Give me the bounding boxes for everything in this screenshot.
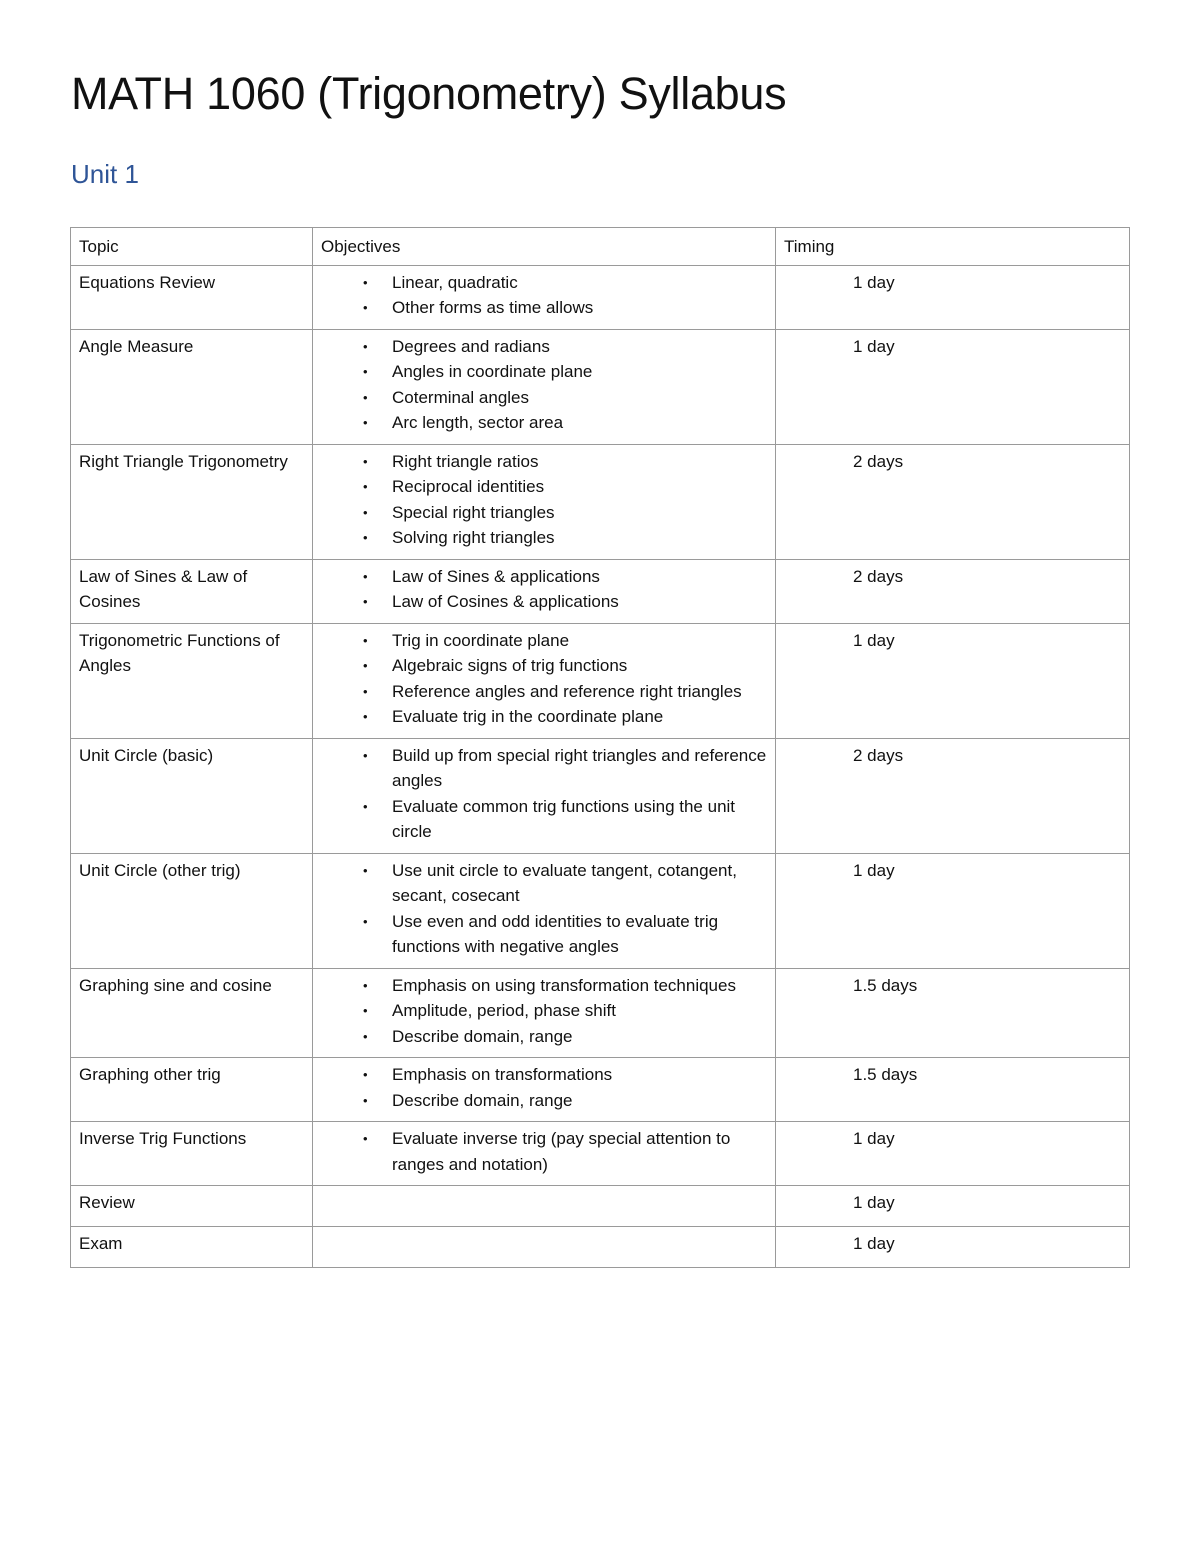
bullet-icon: • xyxy=(363,683,368,699)
bullet-icon: • xyxy=(363,1003,368,1018)
bullet-icon: • xyxy=(363,530,368,545)
objective-text: Evaluate common trig functions using the unit circle xyxy=(392,796,736,841)
objective-item xyxy=(321,743,767,794)
objective-text: Evaluate trig in the coordinate plane xyxy=(392,707,664,726)
objective-text: Angles in coordinate plane xyxy=(392,362,593,381)
objective-text: Evaluate inverse trig (pay special attention to ranges and notation) xyxy=(392,1129,731,1174)
objective-text: Emphasis on using transformation techniques xyxy=(392,975,736,995)
objective-item xyxy=(321,385,767,411)
table-row xyxy=(71,623,1130,738)
objective-text: Amplitude, period, phase shift xyxy=(392,1001,616,1020)
bullet-icon: • xyxy=(363,632,368,648)
objective-text: Solving right triangles xyxy=(392,528,555,547)
objective-item xyxy=(321,449,767,475)
table-row xyxy=(71,853,1130,968)
bullet-icon: • xyxy=(363,364,368,379)
objective-text: Emphasis on transformations xyxy=(392,1065,613,1084)
objectives-list xyxy=(321,1126,767,1177)
objectives-list xyxy=(321,564,767,615)
timing-cell: 1 day xyxy=(776,265,1130,329)
objectives-list xyxy=(321,1062,767,1113)
topic-cell: Right Triangle Trigonometry xyxy=(71,444,313,559)
table-row xyxy=(71,559,1130,623)
objective-item xyxy=(321,1126,767,1177)
bullet-icon: • xyxy=(363,453,368,469)
table-row xyxy=(71,1186,1130,1227)
objective-item xyxy=(321,270,767,296)
objective-item xyxy=(321,794,767,845)
objectives-cell xyxy=(313,968,776,1058)
objectives-cell xyxy=(313,853,776,968)
bullet-icon: • xyxy=(363,415,368,430)
timing-cell: 1 day xyxy=(776,1186,1130,1227)
objective-text: Coterminal angles xyxy=(392,387,530,407)
objectives-list xyxy=(321,628,767,730)
objectives-cell xyxy=(313,623,776,738)
timing-cell: 1 day xyxy=(776,1122,1130,1186)
objectives-list xyxy=(321,449,767,551)
objective-item xyxy=(321,564,767,590)
objective-item xyxy=(321,359,767,385)
objectives-cell xyxy=(313,1058,776,1122)
objectives-list xyxy=(321,270,767,321)
objectives-list xyxy=(321,858,767,960)
timing-cell: 1.5 days xyxy=(776,1058,1130,1122)
bullet-icon: • xyxy=(363,1028,368,1044)
unit-heading: Unit 1 xyxy=(71,159,139,189)
topic-cell: Exam xyxy=(71,1227,313,1268)
table-header-row xyxy=(71,228,1130,266)
timing-cell: 2 days xyxy=(776,444,1130,559)
objective-item xyxy=(321,909,767,960)
table-row xyxy=(71,738,1130,853)
bullet-icon: • xyxy=(363,1092,368,1108)
objective-text: Use even and odd identities to evaluate trig functions with negative angles xyxy=(392,911,719,956)
objectives-cell xyxy=(313,329,776,444)
bullet-icon: • xyxy=(363,338,368,354)
page-title: MATH 1060 (Trigonometry) Syllabus xyxy=(71,68,787,119)
objective-text: Special right triangles xyxy=(392,502,555,522)
table-row xyxy=(71,968,1130,1058)
objective-item xyxy=(321,628,767,654)
bullet-icon: • xyxy=(363,389,368,405)
timing-cell: 1.5 days xyxy=(776,968,1130,1058)
objective-item xyxy=(321,334,767,360)
table-row xyxy=(71,329,1130,444)
objective-item xyxy=(321,704,767,730)
topic-cell: Review xyxy=(71,1186,313,1227)
table-row xyxy=(71,265,1130,329)
topic-cell: Unit Circle (other trig) xyxy=(71,853,313,968)
objective-item xyxy=(321,1024,767,1050)
objectives-cell xyxy=(313,559,776,623)
objective-text: Other forms as time allows xyxy=(392,298,594,317)
bullet-icon: • xyxy=(363,479,368,494)
table-body xyxy=(71,265,1130,1268)
objective-text: Reference angles and reference right triangles xyxy=(392,681,742,701)
objectives-cell xyxy=(313,444,776,559)
objective-item xyxy=(321,410,767,436)
objective-item xyxy=(321,998,767,1024)
bullet-icon: • xyxy=(363,862,368,878)
objectives-list xyxy=(321,334,767,436)
objective-item xyxy=(321,1088,767,1114)
objective-text: Law of Sines & applications xyxy=(392,566,600,586)
bullet-icon: • xyxy=(363,568,368,584)
objective-text: Arc length, sector area xyxy=(392,413,564,432)
objective-text: Describe domain, range xyxy=(392,1090,573,1110)
objective-text: Linear, quadratic xyxy=(392,272,518,292)
topic-cell: Graphing sine and cosine xyxy=(71,968,313,1058)
objectives-cell xyxy=(313,265,776,329)
objective-item xyxy=(321,858,767,909)
timing-cell: 2 days xyxy=(776,738,1130,853)
objectives-list xyxy=(321,743,767,845)
topic-cell: Law of Sines & Law of Cosines xyxy=(71,559,313,623)
bullet-icon: • xyxy=(363,913,368,929)
objective-item xyxy=(321,500,767,526)
objective-text: Law of Cosines & applications xyxy=(392,592,619,611)
timing-cell: 1 day xyxy=(776,853,1130,968)
header-objectives: Objectives xyxy=(313,228,776,266)
table-row xyxy=(71,1227,1130,1268)
objective-text: Describe domain, range xyxy=(392,1026,573,1046)
objectives-cell xyxy=(313,1227,776,1268)
objective-item xyxy=(321,589,767,615)
timing-cell: 1 day xyxy=(776,329,1130,444)
objective-text: Build up from special right triangles and reference angles xyxy=(392,745,767,790)
bullet-icon: • xyxy=(363,977,368,993)
table-row xyxy=(71,1058,1130,1122)
header-timing: Timing xyxy=(776,228,1130,266)
objective-text: Algebraic signs of trig functions xyxy=(392,656,628,675)
objectives-cell xyxy=(313,1122,776,1186)
objectives-list xyxy=(321,973,767,1050)
timing-cell: 1 day xyxy=(776,623,1130,738)
bullet-icon: • xyxy=(363,300,368,315)
objective-text: Reciprocal identities xyxy=(392,477,545,496)
objective-item xyxy=(321,1062,767,1088)
objective-item xyxy=(321,474,767,500)
bullet-icon: • xyxy=(363,747,368,763)
topic-cell: Angle Measure xyxy=(71,329,313,444)
bullet-icon: • xyxy=(363,798,368,814)
bullet-icon: • xyxy=(363,709,368,724)
header-topic: Topic xyxy=(71,228,313,266)
bullet-icon: • xyxy=(363,594,368,609)
objective-item xyxy=(321,525,767,551)
objective-item xyxy=(321,295,767,321)
objective-text: Use unit circle to evaluate tangent, cotangent, secant, cosecant xyxy=(392,860,737,905)
topic-cell: Unit Circle (basic) xyxy=(71,738,313,853)
objective-text: Degrees and radians xyxy=(392,336,550,356)
topic-cell: Equations Review xyxy=(71,265,313,329)
objective-item xyxy=(321,973,767,999)
objective-text: Trig in coordinate plane xyxy=(392,630,570,650)
objective-item xyxy=(321,653,767,679)
objectives-cell xyxy=(313,1186,776,1227)
bullet-icon: • xyxy=(363,658,368,673)
topic-cell: Trigonometric Functions of Angles xyxy=(71,623,313,738)
objectives-cell xyxy=(313,738,776,853)
objective-text: Right triangle ratios xyxy=(392,451,539,471)
objective-item xyxy=(321,679,767,705)
syllabus-table xyxy=(70,227,1130,1268)
table-row xyxy=(71,1122,1130,1186)
timing-cell: 1 day xyxy=(776,1227,1130,1268)
bullet-icon: • xyxy=(363,1131,368,1146)
topic-cell: Graphing other trig xyxy=(71,1058,313,1122)
topic-cell: Inverse Trig Functions xyxy=(71,1122,313,1186)
timing-cell: 2 days xyxy=(776,559,1130,623)
bullet-icon: • xyxy=(363,274,368,290)
bullet-icon: • xyxy=(363,1067,368,1082)
bullet-icon: • xyxy=(363,504,368,520)
table-row xyxy=(71,444,1130,559)
